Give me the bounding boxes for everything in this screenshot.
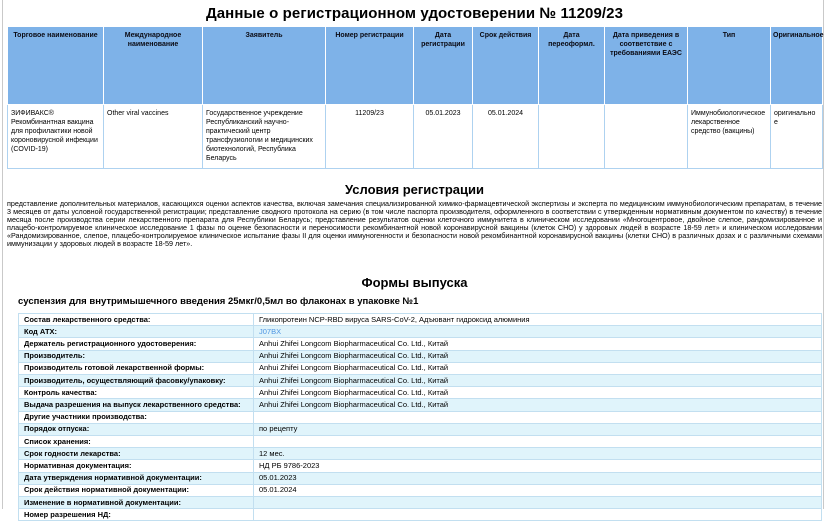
col-header-original: Оригинальное bbox=[771, 27, 823, 105]
detail-row-normative-documentation bbox=[19, 460, 822, 472]
col-header-registration-date: Дата регистрации bbox=[414, 27, 473, 105]
detail-label: Выдача разрешения на выпуск лекарственного средства: bbox=[19, 399, 254, 411]
detail-label: Держатель регистрационного удостоверения: bbox=[19, 338, 254, 350]
detail-value: 05.01.2023 bbox=[254, 472, 822, 484]
conditions-heading: Условия регистрации bbox=[344, 182, 485, 197]
detail-value: Anhui Zhifei Longcom Biopharmaceutical Co. Ltd., Китай bbox=[254, 399, 822, 411]
detail-value: Anhui Zhifei Longcom Biopharmaceutical Co. Ltd., Китай bbox=[254, 387, 822, 399]
detail-value bbox=[254, 497, 822, 509]
detail-label: Список хранения: bbox=[19, 436, 254, 448]
release-form-title: суспензия для внутримышечного введения 25мкг/0,5мл во флаконах в упаковке №1 bbox=[18, 296, 419, 307]
detail-value bbox=[254, 411, 822, 423]
detail-row-quality-control bbox=[19, 387, 822, 399]
registration-table bbox=[7, 26, 823, 169]
conditions-text: представление дополнительных материалов, касающихся оценки аспектов качества, включая замечания специализированной химико-фармацевтической экспертизы и эксперта по медицинским иммунобиологическим препаратам, в течение 3 месяцев от даты условной государственной регистрации; представление сводного протокола на серию (в том числе паспорта производителя, оформленного в соответствии с утвержденным нормативным документом по качеству) в течение месяца после производства серии лекарственного препарата для Республики Беларусь; представление результатов оценки клеточного иммунитета в клиническом исследовании «Многоцентровое, двойное слепое, рандомизированное и плацебо-контролируемое клиническое исследование 1 фазы по оценке безопасности и переносимости рекомбинантной новой коронавирусной вакцины (клеток CHO) у здоровых людей в возрасте 18-59 лет» и клиническом исследовании «Рандомизированное, слепое, плацебо-контролируемое клиническое испытание фазы II для оценки иммуногенности и безопасности новой рекомбинантной коронавирусной вакцины (клетки CHO) в различных дозах и с различными схемами иммунизации у здоровых людей в возрасте 18-59 лет». bbox=[7, 199, 822, 248]
detail-label: Производитель, осуществляющий фасовку/упаковку: bbox=[19, 375, 254, 387]
detail-value bbox=[254, 436, 822, 448]
cell-eaeu-compliance-date bbox=[605, 105, 688, 169]
cell-original: оригинальное bbox=[771, 105, 823, 169]
detail-value: Гликопротеин NCP-RBD вируса SARS-CoV-2, Адъювант гидроксид алюминия bbox=[254, 314, 822, 326]
detail-label: Порядок отпуска: bbox=[19, 423, 254, 435]
detail-label: Срок действия нормативной документации: bbox=[19, 484, 254, 496]
detail-row-nd-validity-date bbox=[19, 484, 822, 496]
detail-value: Anhui Zhifei Longcom Biopharmaceutical Co. Ltd., Китай bbox=[254, 375, 822, 387]
detail-value: 12 мес. bbox=[254, 448, 822, 460]
document-content bbox=[7, 0, 822, 521]
detail-row-storage-list bbox=[19, 436, 822, 448]
detail-row-manufacturer bbox=[19, 350, 822, 362]
detail-label: Номер разрешения НД: bbox=[19, 509, 254, 521]
cell-type: Иммунобиологическое лекарственное средство (вакцины) bbox=[688, 105, 771, 169]
detail-value: Anhui Zhifei Longcom Biopharmaceutical Co. Ltd., Китай bbox=[254, 362, 822, 374]
cell-registration-date: 05.01.2023 bbox=[414, 105, 473, 169]
detail-row-composition bbox=[19, 314, 822, 326]
detail-label: Изменение в нормативной документации: bbox=[19, 497, 254, 509]
detail-row-finished-form-manufacturer bbox=[19, 362, 822, 374]
detail-row-nd-changes bbox=[19, 497, 822, 509]
col-header-applicant: Заявитель bbox=[203, 27, 326, 105]
detail-label: Срок годности лекарства: bbox=[19, 448, 254, 460]
detail-label: Контроль качества: bbox=[19, 387, 254, 399]
detail-row-nd-permit-number bbox=[19, 509, 822, 521]
detail-row-atx-code bbox=[19, 326, 822, 338]
detail-value: Anhui Zhifei Longcom Biopharmaceutical Co. Ltd., Китай bbox=[254, 350, 822, 362]
page-right-border bbox=[823, 0, 824, 509]
release-form-details-table bbox=[18, 313, 822, 521]
detail-label: Другие участники производства: bbox=[19, 411, 254, 423]
detail-label: Нормативная документация: bbox=[19, 460, 254, 472]
detail-value: по рецепту bbox=[254, 423, 822, 435]
col-header-reissue-date: Дата переоформл. bbox=[539, 27, 605, 105]
page-title: Данные о регистрационном удостоверении № 11209/23 bbox=[205, 5, 624, 22]
atx-code-link[interactable]: J07BX bbox=[259, 326, 282, 336]
release-forms-heading: Формы выпуска bbox=[361, 275, 468, 290]
detail-label: Производитель: bbox=[19, 350, 254, 362]
detail-value bbox=[254, 509, 822, 521]
detail-row-packaging-manufacturer bbox=[19, 375, 822, 387]
detail-row-release-authorization bbox=[19, 399, 822, 411]
detail-label: Дата утверждения нормативной документации: bbox=[19, 472, 254, 484]
col-header-international-name: Международное наименование bbox=[104, 27, 203, 105]
cell-applicant: Государственное учреждение Республиканский научно-практический центр трансфузиологии и медицинских биотехнологий, Республика Беларусь bbox=[203, 105, 326, 169]
detail-row-shelf-life bbox=[19, 448, 822, 460]
page-left-border bbox=[2, 0, 3, 509]
registration-header-row bbox=[8, 27, 823, 105]
detail-row-dispensing-order bbox=[19, 423, 822, 435]
detail-value: Anhui Zhifei Longcom Biopharmaceutical Co. Ltd., Китай bbox=[254, 338, 822, 350]
col-header-type: Тип bbox=[688, 27, 771, 105]
cell-valid-until: 05.01.2024 bbox=[473, 105, 539, 169]
registration-data-row bbox=[8, 105, 823, 169]
detail-row-certificate-holder bbox=[19, 338, 822, 350]
detail-value: 05.01.2024 bbox=[254, 484, 822, 496]
cell-reissue-date bbox=[539, 105, 605, 169]
detail-value bbox=[254, 326, 822, 338]
cell-registration-number: 11209/23 bbox=[326, 105, 414, 169]
col-header-valid-until: Срок действия bbox=[473, 27, 539, 105]
detail-label: Код АТХ: bbox=[19, 326, 254, 338]
cell-trade-name: ЗИФИВАКС® Рекомбинантная вакцина для профилактики новой короновирусной инфекции (COVID-19) bbox=[8, 105, 104, 169]
col-header-registration-number: Номер регистрации bbox=[326, 27, 414, 105]
detail-row-nd-approval-date bbox=[19, 472, 822, 484]
detail-row-other-participants bbox=[19, 411, 822, 423]
detail-value: НД РБ 9786-2023 bbox=[254, 460, 822, 472]
detail-label: Производитель готовой лекарственной формы: bbox=[19, 362, 254, 374]
detail-label: Состав лекарственного средства: bbox=[19, 314, 254, 326]
col-header-trade-name: Торговое наименование bbox=[8, 27, 104, 105]
col-header-eaeu-compliance-date: Дата приведения в соответствие с требованиями ЕАЭС bbox=[605, 27, 688, 105]
cell-international-name: Other viral vaccines bbox=[104, 105, 203, 169]
